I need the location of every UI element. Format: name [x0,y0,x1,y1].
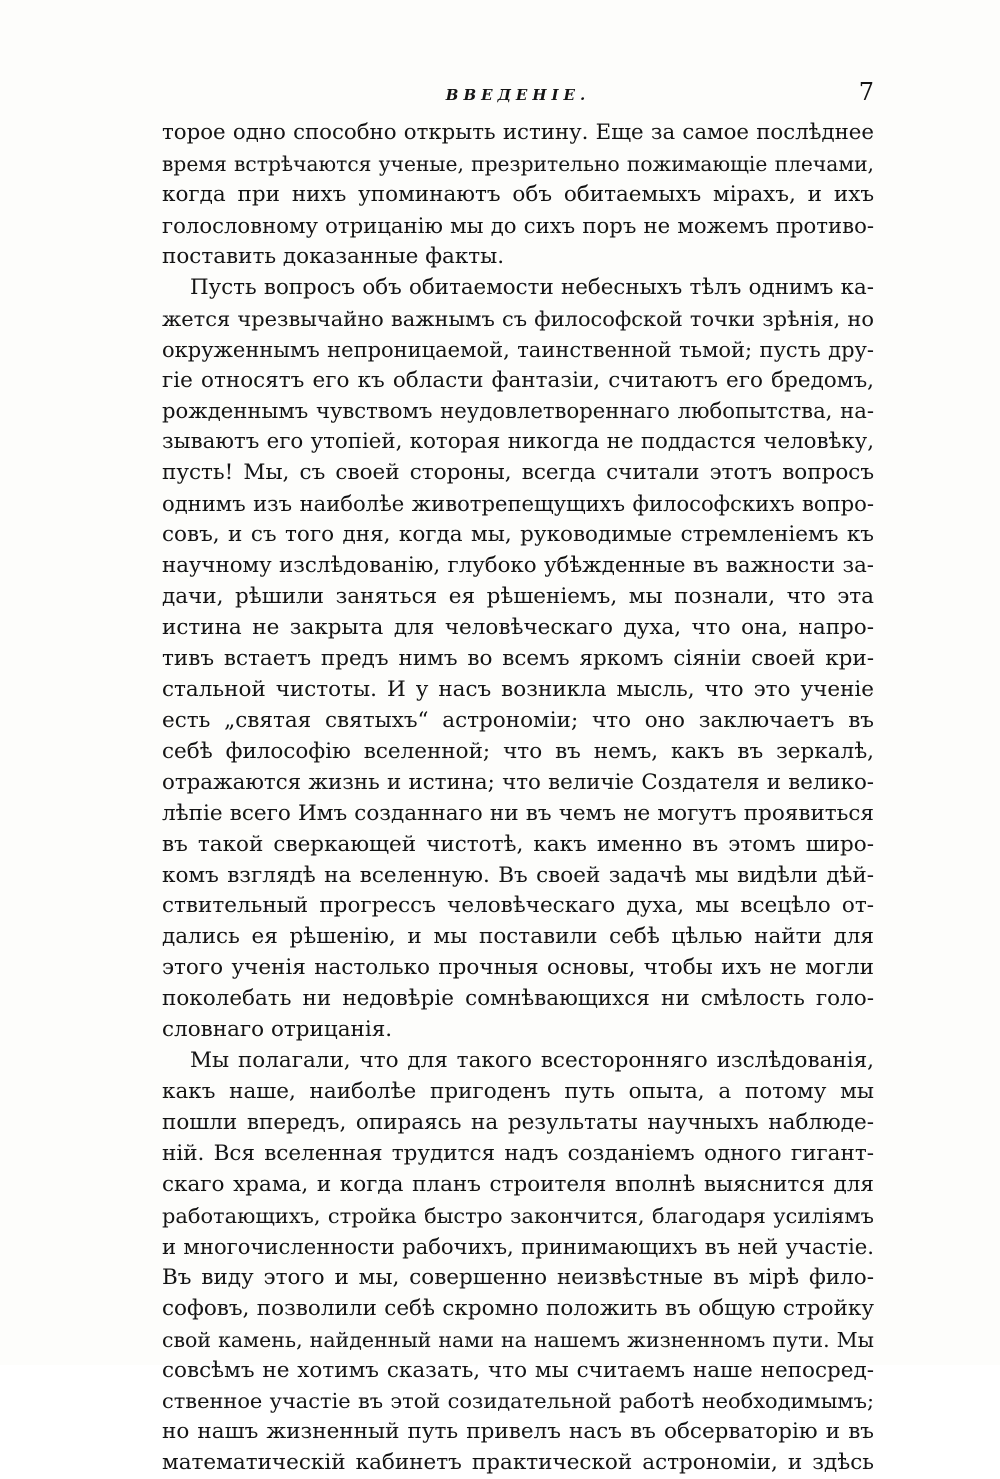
text-line: однимъ изъ наиболѣе животрепещущихъ философскихъ вопро- [162,491,874,517]
text-line: въ такой сверкающей чистотѣ, какъ именно въ этомъ широ- [162,831,874,857]
text-line: совъ, и съ того дня, когда мы, руководимые стремленіемъ къ [162,522,874,548]
text-line: окруженнымъ непроницаемой, таинственной тьмой; пусть дру- [162,337,874,362]
text-line: словнаго отрицанія. [162,1017,393,1043]
text-line: стальной чистоты. И у насъ возникла мысль, что это ученіе [162,676,874,702]
text-line: торое одно способно открыть истину. Еще за самое послѣднее [162,120,874,145]
text-line: гіе относятъ его къ области фантазіи, считаютъ его бредомъ, [162,367,874,393]
text-line: отражаются жизнь и истина; что величіе Создателя и велико- [162,769,874,795]
text-line: научному изслѣдованію, глубоко убѣжденные въ важности за- [162,553,874,579]
body-text [162,118,874,1479]
running-title: ВВЕДЕНІЕ. [445,86,591,104]
text-line: дачи, рѣшили заняться ея рѣшеніемъ, мы познали, что эта [162,584,874,610]
text-line: поставить доказанные факты. [162,243,505,269]
text-line: Пусть вопросъ объ обитаемости небесныхъ тѣлъ однимъ ка- [190,274,874,300]
text-line: когда при нихъ упоминаютъ объ обитаемыхъ мірахъ, и ихъ [162,181,874,207]
text-line: дались ея рѣшенію, и мы поставили себѣ цѣлью найти для [162,924,874,950]
text-line: математическій кабинетъ практической астрономіи, и здѣсь [162,1450,874,1476]
text-line: но нашъ жизненный путь привелъ насъ въ обсерваторію и въ [162,1419,874,1445]
text-line: тивъ встаетъ предъ нимъ во всемъ яркомъ сіяніи своей кри- [162,645,874,671]
text-line: поколебать ни недовѣріе сомнѣвающихся ни смѣлость голо- [162,986,874,1012]
text-line: и многочисленности рабочихъ, принимающихъ въ ней участіе. [162,1233,874,1259]
text-line: ственное участіе въ этой созидательной работѣ необходимымъ; [162,1389,874,1414]
text-line: пусть! Мы, съ своей стороны, всегда считали этотъ вопросъ [162,460,874,486]
text-line: ній. Вся вселенная трудится надъ созданіемъ одного гигант- [162,1140,874,1166]
text-line: какъ наше, наиболѣе пригоденъ путь опыта, а потому мы [162,1079,874,1105]
text-line: софовъ, позволили себѣ скромно положить въ общую стройку [162,1295,874,1321]
text-line: Въ виду этого и мы, совершенно неизвѣстные въ мірѣ фило- [162,1264,874,1290]
text-line: голословному отрицанію мы до сихъ поръ не можемъ противо- [162,212,874,238]
text-line: жется чрезвычайно важнымъ съ философской точки зрѣнія, но [162,306,874,331]
text-line: рожденнымъ чувствомъ неудовлетвореннаго любопытства, на- [162,398,874,424]
text-line: работающихъ, стройка быстро закончится, благодаря усиліямъ [162,1203,874,1228]
text-line: есть „святая святыхъ“ астрономіи; что оно заключаетъ въ [162,707,874,733]
text-line: время встрѣчаются ученые, презрительно пожимающіе плечами, [162,151,874,176]
text-line: истина не закрыта для человѣческаго духа, что она, напро- [162,615,874,640]
text-line: свой камень, найденный нами на нашемъ жизненномъ пути. Мы [162,1327,874,1352]
page-number: 7 [858,78,874,106]
text-line: Мы полагали, что для такого всесторонняго изслѣдованія, [190,1048,874,1074]
text-line: совсѣмъ не хотимъ сказать, что мы считаемъ наше непосред- [162,1357,874,1383]
text-line: скаго храма, и когда планъ строителя вполнѣ выяснится для [162,1171,874,1197]
running-head [162,78,874,108]
text-line: зываютъ его утопіей, которая никогда не поддастся человѣку, [162,429,874,455]
text-line: пошли впередъ, опираясь на результаты научныхъ наблюде- [162,1110,874,1135]
text-line: себѣ философію вселенной; что въ немъ, какъ въ зеркалѣ, [162,738,874,764]
text-line: этого ученія настолько прочныя основы, чтобы ихъ не могли [162,955,874,981]
text-line: ствительный прогрессъ человѣческаго духа, мы всецѣло от- [162,893,874,919]
text-line: лѣпіе всего Имъ созданнаго ни въ чемъ не могутъ проявиться [162,800,874,826]
text-line: комъ взглядѣ на вселенную. Въ своей задачѣ мы видѣли дѣй- [162,862,874,888]
